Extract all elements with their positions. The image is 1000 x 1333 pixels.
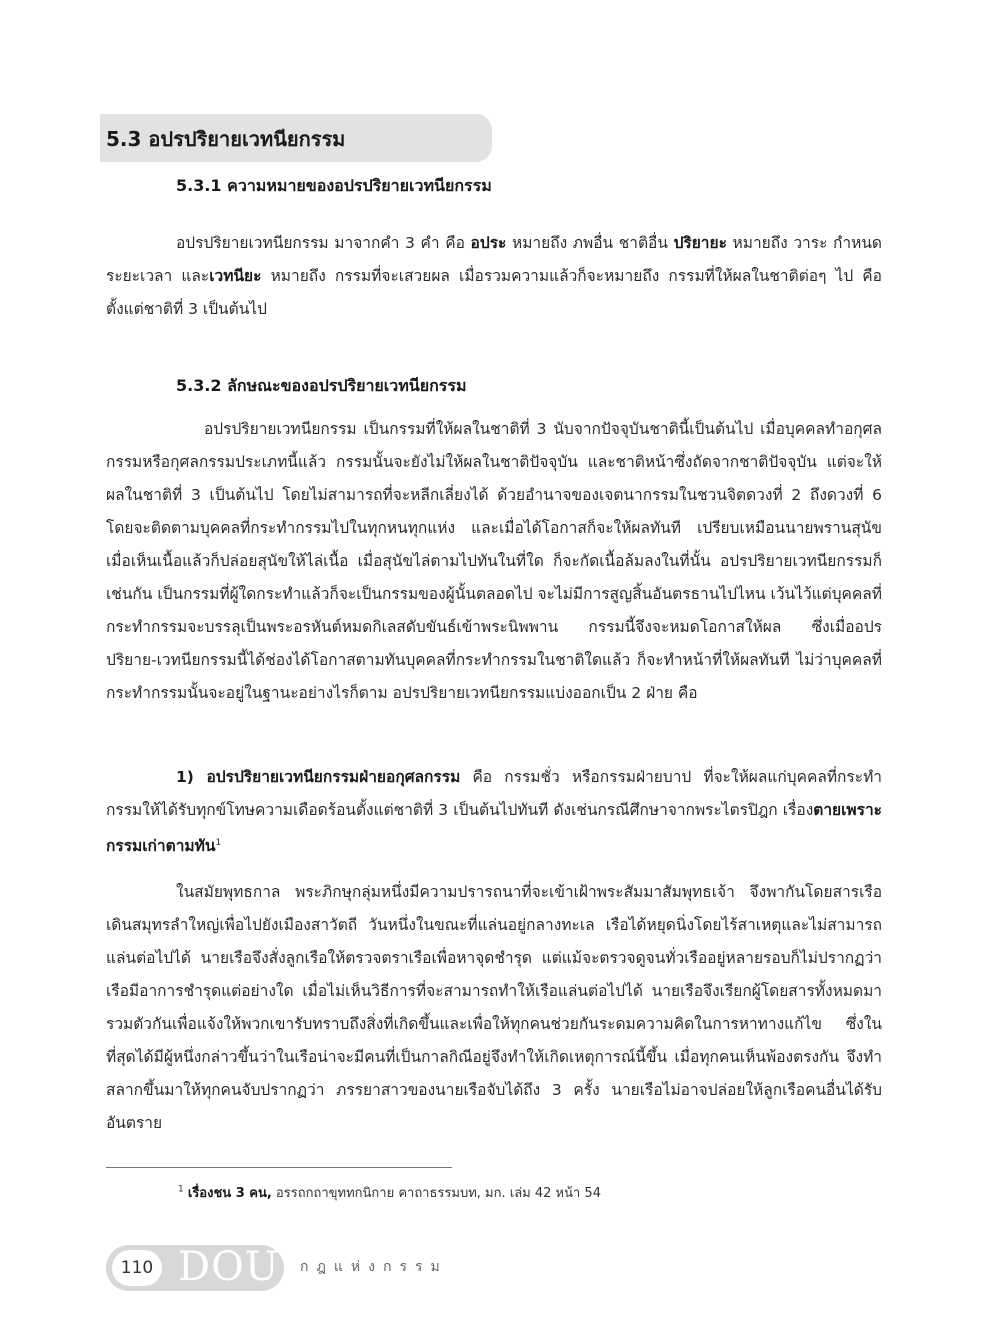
dou-logo: DOU xyxy=(178,1244,280,1290)
page-number: 110 xyxy=(112,1250,162,1286)
term-unwholesome: 1) อปรปริยายเวทนียกรรมฝ่ายอกุศลกรรม xyxy=(176,768,461,786)
footnote-divider xyxy=(106,1167,452,1168)
term-apara: อประ xyxy=(470,234,507,252)
footnote-ref: 1 xyxy=(215,838,222,848)
paragraph-meaning: อปรปริยายเวทนียกรรม มาจากคำ 3 คำ คือ อประ หมายถึง ภพอื่น ชาติอื่น ปริยายะ หมายถึง วาระ กำหนดระยะเวลา และเวทนียะ หมายถึง กรรมที่จะเสวยผล เมื่อรวมความแล้วก็จะหมายถึง กรรมที่ให้ผลในชาติต่อๆ ไป คือตั้งแต่ชาติที่ 3 เป็นต้นไป xyxy=(106,234,882,318)
term-vedaniya: เวทนียะ xyxy=(209,267,262,285)
paragraph-story: ในสมัยพุทธกาล พระภิกษุกลุ่มหนึ่งมีความปรารถนาที่จะเข้าเฝ้าพระสัมมาสัมพุทธเจ้า จึงพากันโดยสารเรือเดินสมุทรลำใหญ่เพื่อไปยังเมืองสาวัตถี วันหนึ่งในขณะที่แล่นอยู่กลางทะเล เรือได้หยุดนิ่งโดยไร้สาเหตุและไม่สามารถแล่นต่อไปได้ นายเรือจึงสั่งลูกเรือให้ตรวจตราเรือเพื่อหาจุดชำรุด แต่แม้จะตรวจดูจนทั่วเรืออยู่หลายรอบก็ไม่ปรากฏว่าเรือมีอาการชำรุดแต่อย่างใด เมื่อไม่เห็นวิธีการที่จะสามารถทำให้เรือแล่นต่อไปได้ นายเรือจึงเรียกผู้โดยสารทั้งหมดมารวมตัวกันเพื่อแจ้งให้พวกเขารับทราบถึงสิ่งที่เกิดขึ้นและเพื่อให้ทุกคนช่วยกันระดมความคิดในการหาทางแก้ไข ซึ่งในที่สุดได้มีผู้หนึ่งกล่าวขึ้นว่าในเรือน่าจะมีคนที่เป็นกาลกิณีอยู่จึงทำให้เกิดเหตุการณ์นี้ขึ้น เมื่อทุกคนเห็นพ้องตรงกัน จึงทำสลากขึ้นมาให้ทุกคนจับปรากฏว่า ภรรยาสาวของนายเรือจับได้ถึง 3 ครั้ง นายเรือไม่อาจปล่อยให้ลูกเรือคนอื่นได้รับอันตราย xyxy=(106,883,882,1132)
footnote-text: อรรถกถาขุททกนิกาย คาถาธรรมบท, มก. เล่ม 42 หน้า 54 xyxy=(271,1186,601,1201)
paragraph-unwholesome-kamma: 1) อปรปริยายเวทนียกรรมฝ่ายอกุศลกรรม คือ กรรมชั่ว หรือกรรมฝ่ายบาป ที่จะให้ผลแก่บุคคลที่กระทำกรรมให้ได้รับทุกข์โทษความเดือดร้อนตั้งแต่ชาติที่ 3 เป็นต้นไปทันที ดังเช่นกรณีศึกษาจากพระไตรปิฎก เรื่องตายเพราะกรรมเก่าตามทัน$^1$ xyxy=(106,768,882,856)
term-pariyaya: ปริยายะ xyxy=(673,234,727,252)
paragraph-characteristics: อปรปริยายเวทนียกรรม เป็นกรรมที่ให้ผลในชาติที่ 3 นับจากปัจจุบันชาตินี้เป็นต้นไป เมื่อบุคคลทำอกุศลกรรมหรือกุศลกรรมประเภทนี้แล้ว กรรมนั้นจะยังไม่ให้ผลในชาติปัจจุบัน และชาติหน้าซึ่งถัดจากชาติปัจจุบัน แต่จะให้ผลในชาติที่ 3 เป็นต้นไป โดยไม่สามารถที่จะหลีกเลี่ยงได้ ด้วยอำนาจของเจตนากรรมในชวนจิตดวงที่ 2 ถึงดวงที่ 6 โดยจะติดตามบุคคลที่กระทำกรรมไปในทุกหนทุกแห่ง และเมื่อได้โอกาสก็จะให้ผลทันที เปรียบเหมือนนายพรานสุนัข เมื่อเห็นเนื้อแล้วก็ปล่อยสุนัขให้ไล่เนื้อ เมื่อสุนัขไล่ตามไปทันในที่ใด ก็จะกัดเนื้อล้มลงในที่นั้น อปรปริยายเวทนียกรรมก็เช่นกัน เป็นกรรมที่ผู้ใดกระทำแล้วก็จะเป็นกรรมของผู้นั้นตลอดไป จะไม่มีการสูญสิ้นอันตรธานไปไหน เว้นไว้แต่บุคคลที่กระทำกรรมจะบรรลุเป็นพระอรหันต์หมดกิเลสดับขันธ์เข้าพระนิพพาน กรรมนี้จึงจะหมดโอกาสให้ผล ซึ่งเมื่ออปรปริยาย-เวทนียกรรมนี้ได้ช่องได้โอกาสตามทันบุคคลที่กระทำกรรมในชาติใดแล้ว ก็จะทำหน้าที่ให้ผลทันที ไม่ว่าบุคคลที่กระทำกรรมนั้นจะอยู่ในฐานะอย่างไรก็ตาม อปรปริยายเวทนียกรรมแบ่งออกเป็น 2 ฝ่าย คือ xyxy=(106,420,882,702)
subsection-heading-2: 5.3.2 ลักษณะของอปรปริยายเวทนียกรรม xyxy=(176,376,467,395)
section-title: 5.3 อปรปริยายเวทนียกรรม xyxy=(106,127,346,151)
footnote-number: 1 xyxy=(178,1184,184,1195)
footnote-title: เรื่องชน 3 คน, xyxy=(187,1186,272,1201)
footnote xyxy=(178,1182,601,1203)
subsection-heading-1: 5.3.1 ความหมายของอปรปริยายเวทนียกรรม xyxy=(176,176,492,195)
book-title: กฎแห่งกรรม xyxy=(300,1259,448,1275)
section-header-bar xyxy=(100,114,492,162)
story-title: ตายเพราะกรรมเก่าตามทัน xyxy=(106,801,882,856)
